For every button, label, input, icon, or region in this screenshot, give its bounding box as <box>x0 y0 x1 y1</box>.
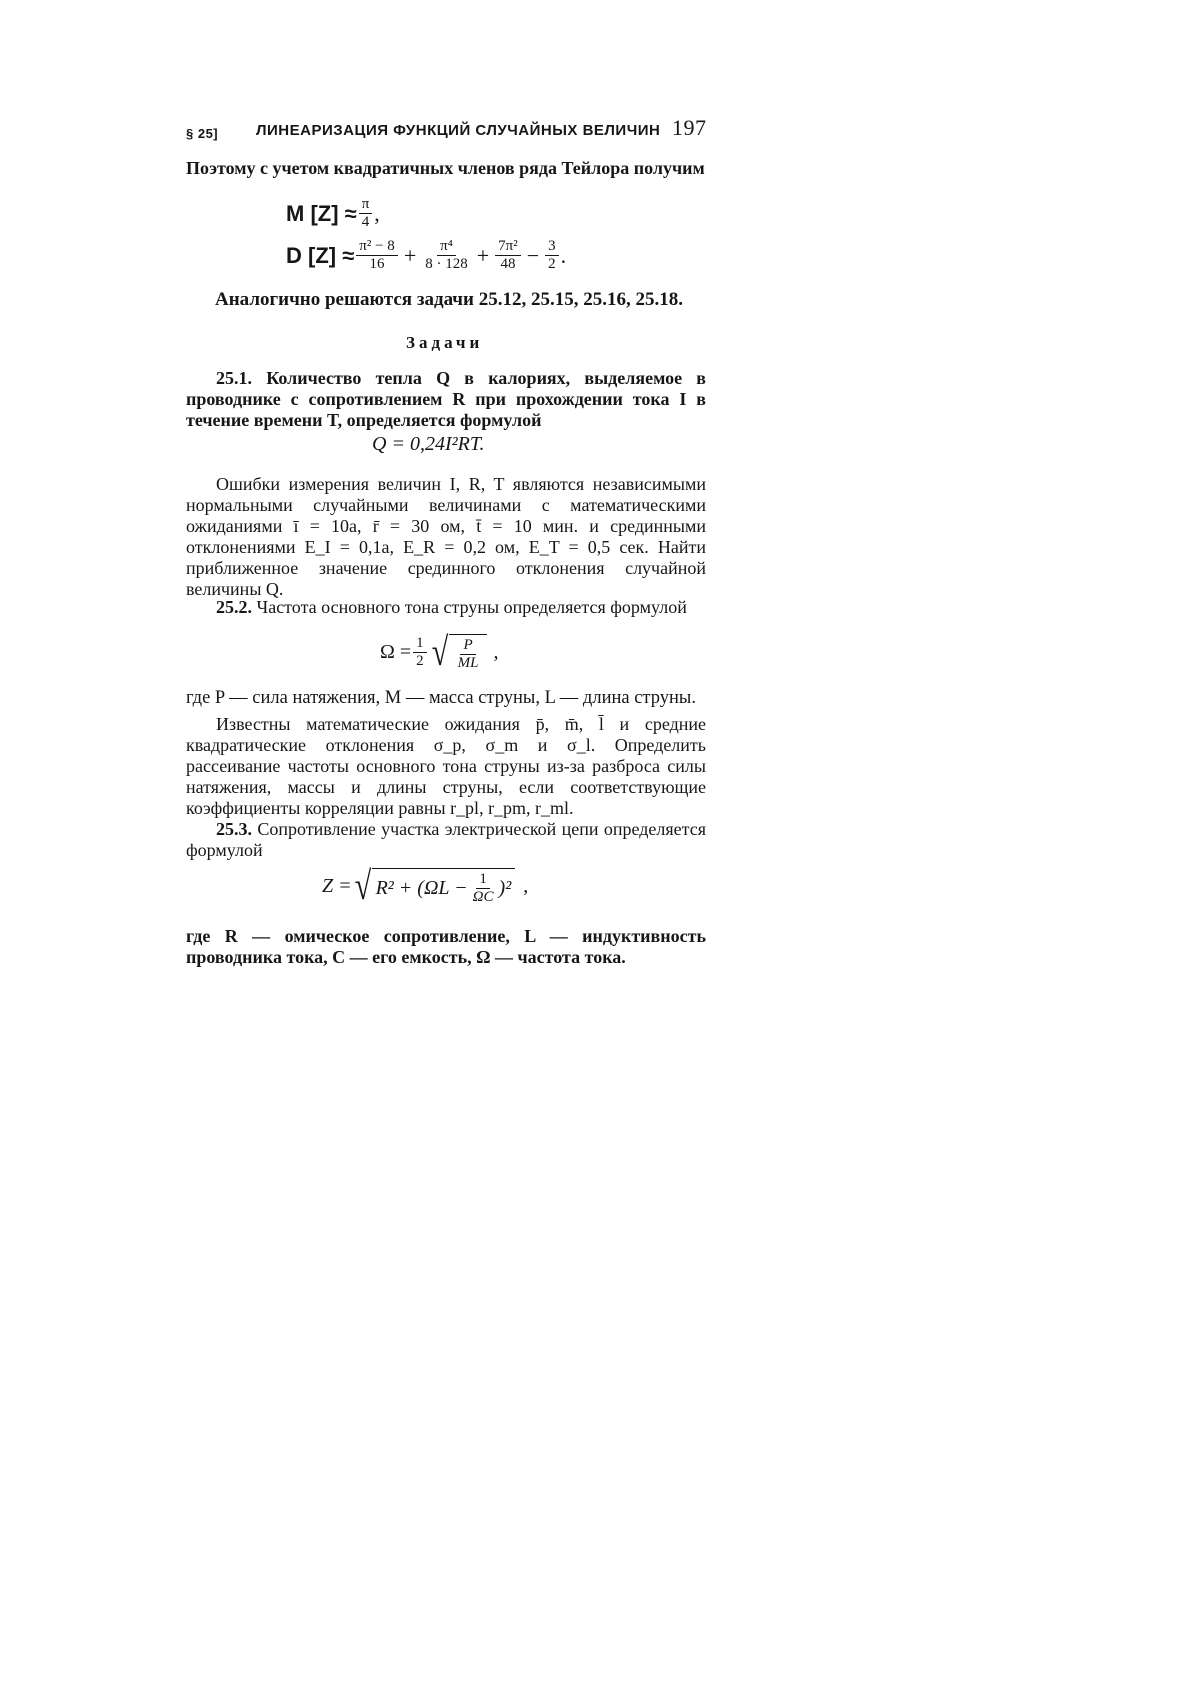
square-root <box>429 629 488 674</box>
page-number: 197 <box>672 115 707 140</box>
fraction-numerator: 1 <box>413 635 427 653</box>
intro-line: Поэтому с учетом квадратичных членов ряда Тейлора получим <box>186 158 705 178</box>
formula-tail: , <box>523 874 529 897</box>
formula-mean-fraction <box>359 196 373 231</box>
problem-number: 25.2. <box>216 597 252 617</box>
problem-25-3-text-b: где R — омическое сопротивление, L — индуктивность проводника тока, C — его емкость, Ω — частота тока. <box>186 926 706 967</box>
term2-numerator: π⁴ <box>437 238 456 256</box>
term4-denominator: 2 <box>548 256 556 272</box>
fraction-denominator: 2 <box>416 652 424 669</box>
formula-variance-tail: . <box>560 242 567 268</box>
analog-sentence: Аналогично решаются задачи 25.12, 25.15, 25.16, 25.18. <box>215 289 683 310</box>
problem-statement: Количество тепла Q в калориях, выделяемое в проводнике с сопротивлением R при прохождении тока I в течение времени T, определяется формулой <box>186 368 706 430</box>
term4-fraction <box>545 238 559 273</box>
radicand <box>449 634 488 672</box>
fraction-numerator: π <box>359 196 373 214</box>
problem-25-3-formula <box>322 863 529 908</box>
formula-lhs: Ω = <box>380 640 412 663</box>
half-fraction <box>413 635 427 670</box>
fraction-numerator: P <box>460 637 475 655</box>
fraction-denominator: 4 <box>361 214 370 230</box>
problem-25-1-text-a <box>186 368 706 431</box>
radicand-fraction <box>455 637 482 672</box>
formula-mean <box>286 196 380 231</box>
formula-mean-lhs: M [Z] ≈ <box>286 200 357 226</box>
section-marker: § 25] <box>186 126 219 141</box>
problem-25-1-text-b: Ошибки измерения величин I, R, T являются независимыми нормальными случайными величинами с математическими ожиданиями ī = 10a, r̄ = 30 ом, t̄ = 10 мин. и срединными отклонениями E_I = 0,1a, E_R = 0,2 ом, E_T = 0,5 сек. Найти приближенное значение срединного отклонения случайной величины Q. <box>186 474 706 599</box>
minus-sign: − <box>526 242 540 268</box>
inverse-fraction <box>470 871 497 906</box>
term4-numerator: 3 <box>545 238 559 256</box>
term1-denominator: 16 <box>369 256 385 272</box>
plus-sign: + <box>476 242 490 268</box>
problems-heading: Задачи <box>406 333 484 352</box>
fraction-numerator: 1 <box>476 871 490 889</box>
term1-numerator: π² − 8 <box>356 238 398 256</box>
problem-number: 25.3. <box>216 819 252 839</box>
running-title: ЛИНЕАРИЗАЦИЯ ФУНКЦИЙ СЛУЧАЙНЫХ ВЕЛИЧИН <box>256 122 661 139</box>
problem-25-2-text-b: где P — сила натяжения, M — масса струны, L — длина струны. <box>186 688 696 708</box>
formula-lhs: Z = <box>322 874 352 897</box>
radicand-part-b: )² <box>498 877 512 899</box>
formula-tail: , <box>493 640 499 663</box>
radical-sign: √ <box>431 629 448 674</box>
term2-denominator: 8 · 128 <box>425 256 468 272</box>
term1-fraction <box>356 238 398 273</box>
plus-sign: + <box>403 242 417 268</box>
problem-25-2-formula <box>380 629 499 674</box>
formula-variance-lhs: D [Z] ≈ <box>286 242 355 268</box>
radicand-part-a: R² + (ΩL − <box>375 877 468 899</box>
radicand <box>372 868 516 906</box>
fraction-denominator: ΩC <box>472 889 494 905</box>
problem-statement: Частота основного тона струны определяется формулой <box>256 597 687 617</box>
term3-denominator: 48 <box>500 256 516 272</box>
term3-fraction <box>495 238 521 273</box>
problem-25-3-text-a <box>186 819 706 861</box>
fraction-denominator: ML <box>457 655 479 671</box>
problem-number: 25.1. <box>216 368 252 388</box>
term3-numerator: 7π² <box>495 238 521 256</box>
formula-variance <box>286 238 566 273</box>
term2-fraction <box>422 238 471 273</box>
problem-25-1-formula: Q = 0,24I²RT. <box>372 433 485 455</box>
radical-sign: √ <box>354 863 371 908</box>
problem-statement: Сопротивление участка электрической цепи определяется формулой <box>186 819 706 860</box>
problem-25-2-text-a <box>186 597 706 618</box>
formula-mean-tail: , <box>374 200 380 226</box>
square-root <box>352 863 516 908</box>
problem-25-2-text-c: Известны математические ожидания p̄, m̄, l̄ и средние квадратические отклонения σ_p, σ_m и σ_l. Определить рассеивание частоты основного тона струны из-за разброса силы натяжения, массы и длины струны, если соответствующие коэффициенты корреляции равны r_pl, r_pm, r_ml. <box>186 714 706 818</box>
